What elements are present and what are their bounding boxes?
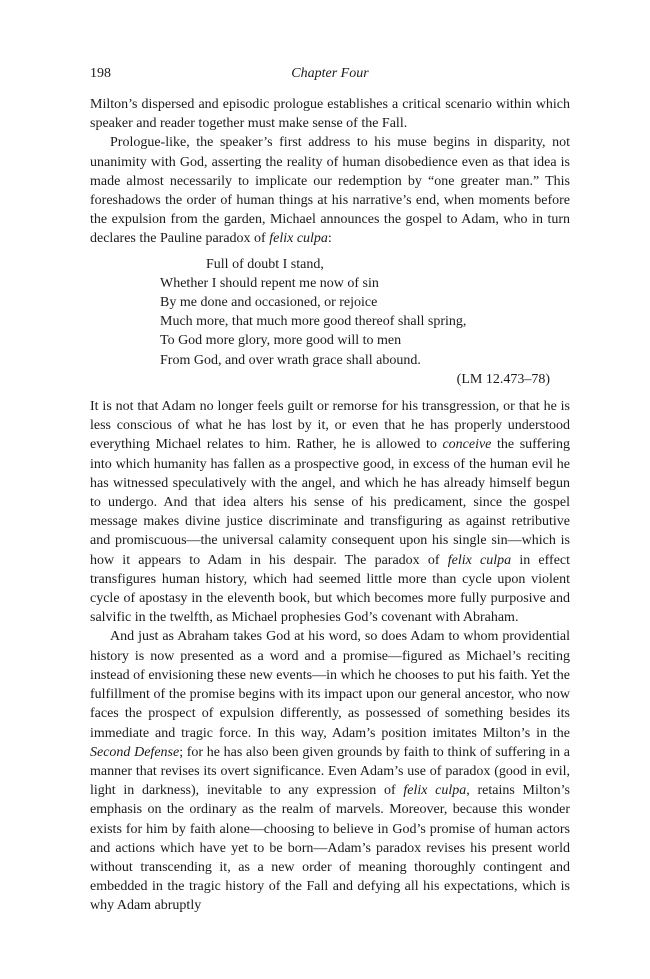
- paragraph-3-italic-2: felix culpa: [447, 552, 512, 568]
- paragraph-2-italic: felix culpa: [269, 231, 328, 247]
- paragraph-3-italic-1: conceive: [442, 437, 492, 453]
- verse-line: Whether I should repent me now of sin: [160, 275, 379, 291]
- paragraph-1: Milton’s dispersed and episodic prologue establishes a critical scenario within which speaker and reader together must make sense of the Fall.: [90, 97, 570, 132]
- paragraph-3-text-c: in effect transfigures human history, which had seemed little more than cycle upon violent cycle of apostasy in the eleventh book, but which becomes more fully purposive and salvific in the twelfth, as Michael prophesies God’s covenant with Abraham.: [90, 552, 571, 626]
- running-head: Chapter Four: [291, 66, 369, 81]
- paragraph-4: [90, 627, 570, 915]
- paragraph-4-italic-1: Second Defense: [90, 744, 180, 760]
- paragraph-3: [90, 397, 570, 627]
- paragraph-3-text-b: the suffering into which humanity has fallen as a prospective good, in excess of the human evil he has witnessed speculatively with the angel, and which he has already himself begun to undergo. And that idea alters his sense of his predicament, since the gospel message makes divine justice discriminate and transfiguring as against retributive and promiscuous—the universal calamity consequent upon his single sin—which is how it appears to Adam in his despair. The paradox of: [90, 437, 570, 568]
- paragraph-4-text-a: And just as Abraham takes God at his word, so does Adam to whom providential history is now presented as a word and a promise—figured as Michael’s reciting instead of envisioning these new events—in which he chooses to put his faith. Yet the fulfillment of the promise begins with its impact upon our general ancestor, who now faces the prospect of expulsion differently, as possessed of something besides its immediate and tragic force. In this way, Adam’s position imitates Milton’s in the: [90, 629, 570, 741]
- paragraph-2-text-b: :: [327, 231, 332, 247]
- verse-quotation: [160, 255, 570, 389]
- paragraph-3-text-a: It is not that Adam no longer feels guilt or remorse for his transgression, or that he is less conscious of what he has lost by it, or even that he has properly understood everything Michael relates to him. Rather, he is allowed to: [90, 399, 570, 453]
- verse-citation: (LM 12.473–78): [456, 371, 550, 387]
- page-number: 198: [90, 66, 111, 81]
- verse-line: To God more glory, more good will to men: [160, 333, 402, 349]
- paragraph-4-text-b: ; for he has also been given grounds by faith to think of suffering in a manner that revises its overt significance. Even Adam’s use of paradox (good in evil, light in darkness), inevitable to any expression of: [90, 744, 570, 799]
- page-header: [90, 66, 570, 86]
- body-text: [90, 95, 570, 916]
- paragraph-2: [90, 133, 570, 248]
- verse-line: By me done and occasioned, or rejoice: [160, 295, 378, 311]
- verse-line: Full of doubt I stand,: [206, 256, 324, 272]
- paragraph-2-text-a: Prologue-like, the speaker’s first address to his muse begins in disparity, not unanimity with God, asserting the reality of human disobedience even as that idea is made almost necessarily to implicate our redemption by “one greater man.” This foreshadows the order of human things at his narrative’s end, when moments before the expulsion from the garden, Michael announces the gospel to Adam, who in turn declares the Pauline paradox of: [90, 135, 570, 247]
- paragraph-4-italic-2: felix culpa: [403, 783, 467, 799]
- paragraph-4-text-c: , retains Milton’s emphasis on the ordinary as the realm of marvels. Moreover, because this wonder exists for him by faith alone—choosing to believe in God’s promise of human actors and actions which have yet to be born—Adam’s paradox revises his present world without transcending it, as a new order of meaning thoroughly contingent and embedded in the tragic history of the Fall and defying all his expectations, which is why Adam abruptly: [90, 783, 570, 914]
- verse-line: From God, and over wrath grace shall abound.: [160, 352, 421, 368]
- verse-line: Much more, that much more good thereof shall spring,: [160, 314, 467, 330]
